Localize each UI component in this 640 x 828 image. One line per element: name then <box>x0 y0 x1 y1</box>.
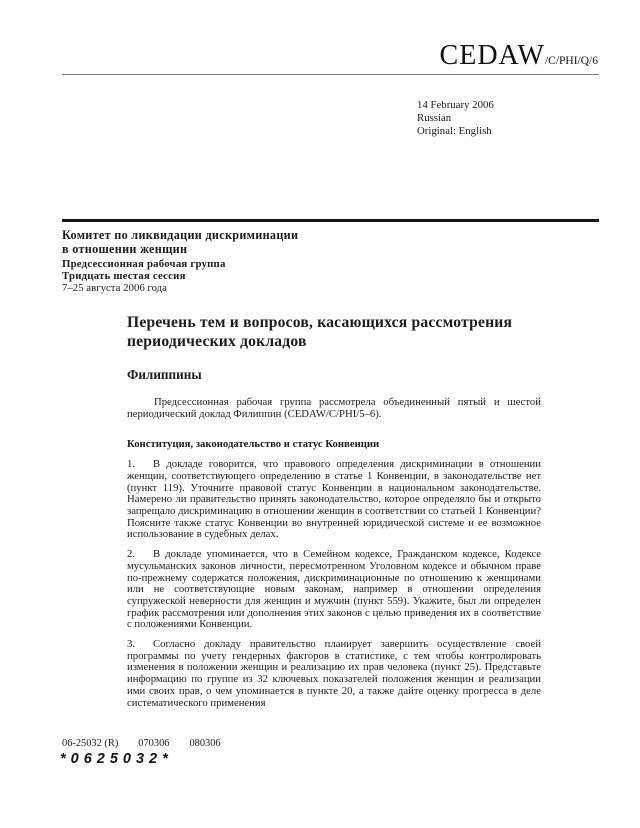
header-divider <box>62 219 599 222</box>
page-title: Перечень тем и вопросов, касающихся рассмотрения периодических докладов <box>127 314 513 350</box>
working-group: Предсессионная рабочая группа <box>62 258 226 271</box>
document-symbol-suffix: /C/PHI/Q/6 <box>544 55 598 67</box>
footer-code-2: 080306 <box>189 738 221 749</box>
barcode-text: *0625032* <box>60 751 173 767</box>
paragraph-3-number: 3. <box>127 638 136 651</box>
document-original-language: Original: English <box>417 124 492 137</box>
paragraph-1-number: 1. <box>127 458 136 471</box>
session-dates: 7–25 августа 2006 года <box>62 282 167 295</box>
footer-job-codes <box>62 738 221 749</box>
paragraph-3 <box>127 639 541 709</box>
paragraph-3-text: Согласно докладу правительство планирует завершить осуществление своей программы по учету гендерных факторов в статистике, с тем чтобы контролировать изменения в положении женщин и реализацию их прав человека (пункт 25). Представьте информацию по группе из 32 ключевых показателей положения женщин и реализации ими своих прав, о чем упоминается в пункте 20, а также дайте оценку прогресса в деле систематического применения <box>127 638 541 709</box>
document-info-block <box>417 99 494 137</box>
country-heading: Филиппины <box>127 367 202 382</box>
committee-header <box>62 229 402 294</box>
document-language: Russian <box>417 111 452 124</box>
document-body <box>127 313 541 717</box>
session-title: Тридцать шестая сессия <box>62 270 186 283</box>
paragraph-2-number: 2. <box>127 548 136 561</box>
paragraph-1-text: В докладе говорится, что правового определения дискриминации в отношении женщин, соответствующего определению в статье 1 Конвенции, в законодательстве нет (пункт 119). Уточните правовой статус Конвенции в национальном законодательстве. Намерено ли правительство принять законодательство, которое определяло бы и открыто запрещало дискриминацию в отношении женщин в соответствии со статьей 1 Конвенции? Поясните также статус Конвенции во внутренней юридической системе и ее возможное использование в судебных делах. <box>127 458 541 541</box>
intro-paragraph: Предсессионная рабочая группа рассмотрела объединенный пятый и шестой периодический доклад Филиппин (CEDAW/C/PHI/5–6). <box>127 396 541 420</box>
masthead-divider <box>62 74 599 75</box>
paragraph-2 <box>127 549 541 631</box>
job-number: 06-25032 (R) <box>62 738 119 749</box>
footer-code-1: 070306 <box>138 738 170 749</box>
section-heading: Конституция, законодательство и статус Конвенции <box>127 438 380 451</box>
document-date: 14 February 2006 <box>417 99 494 111</box>
paragraph-1 <box>127 459 541 541</box>
committee-name-line2: в отношении женщин <box>62 241 188 256</box>
committee-name-line1: Комитет по ликвидации дискриминации <box>62 228 299 242</box>
document-symbol <box>0 40 598 72</box>
document-series: CEDAW <box>439 40 545 71</box>
paragraph-2-text: В докладе упоминается, что в Семейном кодексе, Гражданском кодексе, Кодексе мусульманских законов личности, пересмотренном Уголовном кодексе и обычном праве по-прежнему содержатся положения, дискриминационные по отношению к женщинами или не соответствующие новым законам, например в отношении определения супружеской неверности для женщин и мужчин (пункт 559). Укажите, был ли определен график рассмотрения или дополнения этих законов с целью приведения их в соответствие с положениями Конвенции. <box>127 548 541 631</box>
